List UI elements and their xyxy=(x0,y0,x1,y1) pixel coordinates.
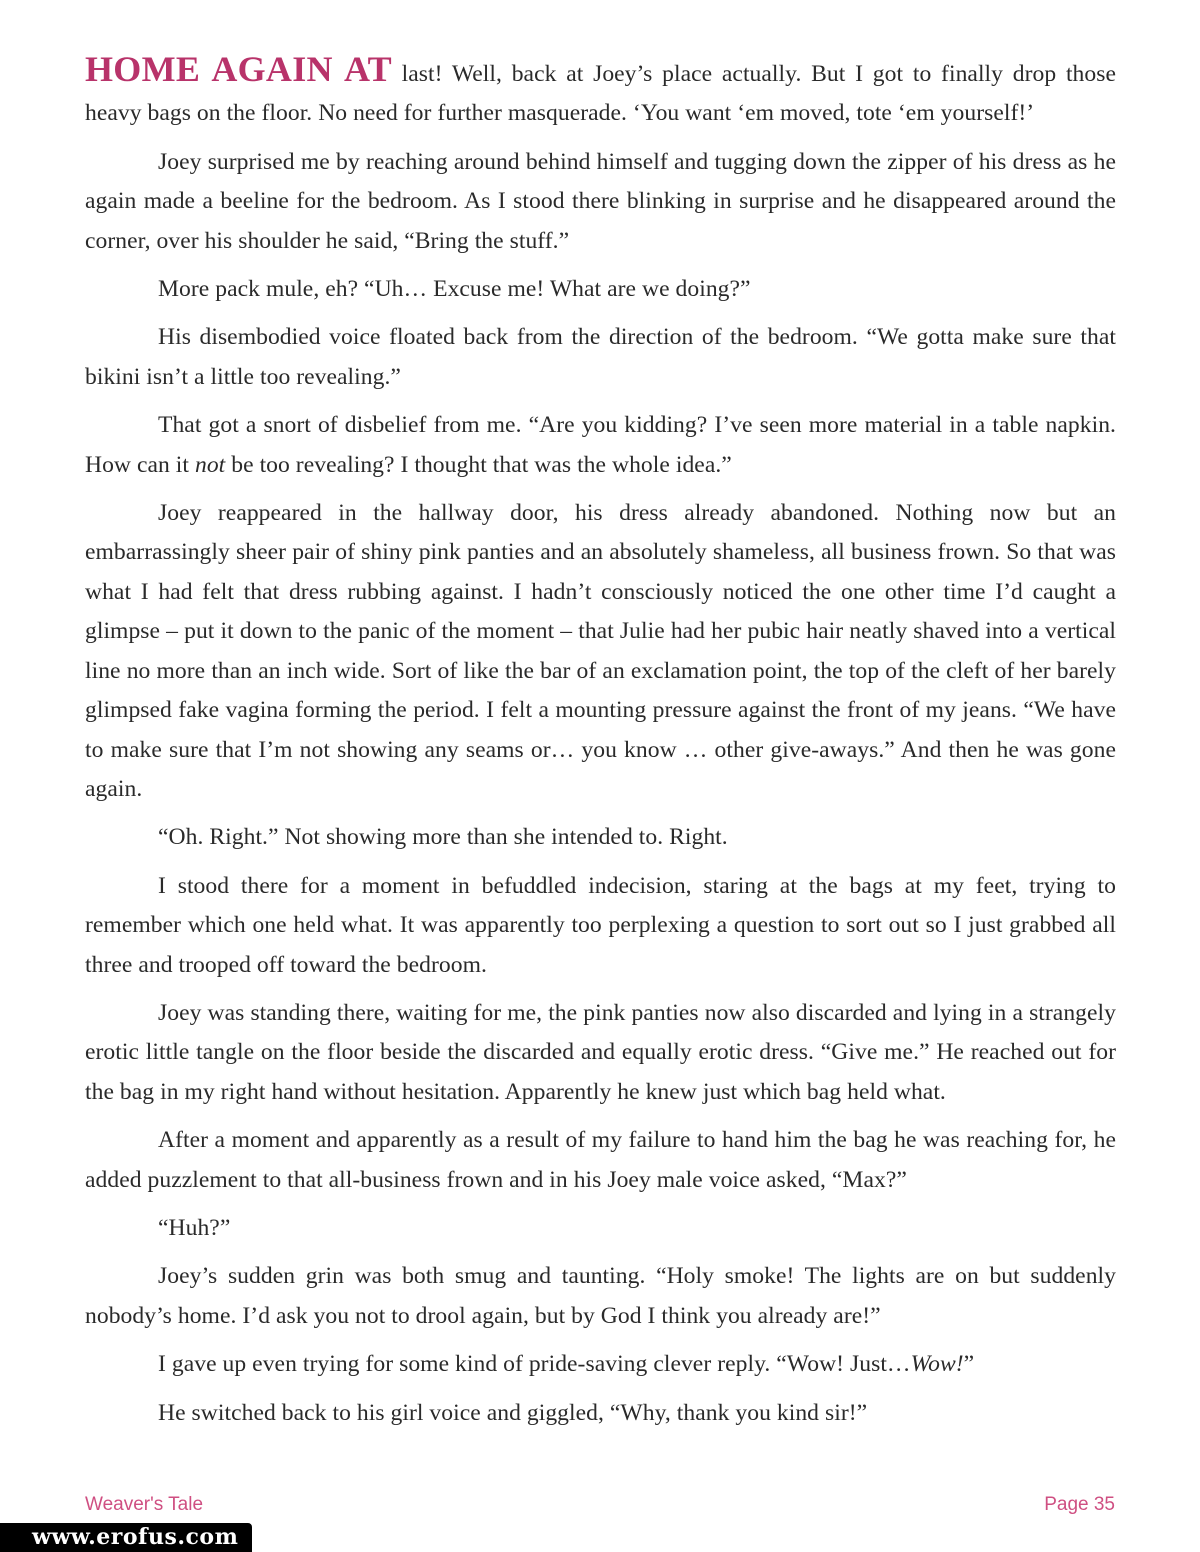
paragraph-3: More pack mule, eh? “Uh… Excuse me! What are we doing?” xyxy=(158,276,751,303)
paragraph-4: His disembodied voice floated back from the direction of the bedroom. “We gotta make sure that bikini isn’t a little too revealing.” xyxy=(85,324,1116,390)
paragraph-11: “Huh?” xyxy=(158,1214,231,1241)
paragraph-text: be too revealing? I thought that was the whole idea.” xyxy=(225,451,732,478)
paragraph-text: That got a snort of disbelief from me. “Are you kidding? I’ve seen more material in a table napkin. How can it xyxy=(85,412,1116,478)
paragraph-9: Joey was standing there, waiting for me, the pink panties now also discarded and lying in a strangely erotic little tangle on the floor beside the discarded and equally erotic dress. “Give me.” He reached out for the bag in my right hand without hesitation. Apparently he knew just which bag held what. xyxy=(85,999,1116,1105)
paragraph-14: He switched back to his girl voice and giggled, “Why, thank you kind sir!” xyxy=(158,1399,868,1426)
chapter-lead-in: HOME AGAIN AT xyxy=(85,49,392,89)
emphasis-text: Wow! xyxy=(910,1351,964,1378)
watermark-url: www.erofus.com xyxy=(0,1523,252,1552)
page-body xyxy=(85,50,1116,1442)
paragraph-12: Joey’s sudden grin was both smug and taunting. “Holy smoke! The lights are on but suddenly nobody’s home. I’d ask you not to drool again, but by God I think you already are!” xyxy=(85,1263,1116,1329)
emphasis-text: not xyxy=(194,451,226,478)
paragraph-text: last! Well, back at Joey’s place actually. But I got to finally drop those heavy bags on the floor. No need for further masquerade. ‘You want ‘em moved, tote ‘em yourself!’ xyxy=(85,61,1117,127)
paragraph-13 xyxy=(85,1345,1116,1384)
paragraph-8: I stood there for a moment in befuddled indecision, staring at the bags at my feet, trying to remember which one held what. It was apparently too perplexing a question to sort out so I just grabbed all three and trooped off toward the bedroom. xyxy=(85,872,1116,978)
footer-book-title: Weaver's Tale xyxy=(85,1494,204,1515)
paragraph-6: Joey reappeared in the hallway door, his dress already abandoned. Nothing now but an embarrassingly sheer pair of shiny pink panties and an absolutely shameless, all business frown. So that was what I had felt that dress rubbing against. I hadn’t consciously noticed the one other time I’d caught a glimpse – put it down to the panic of the moment – that Julie had her pubic hair neatly shaved into a vertical line no more than an inch wide. Sort of like the bar of an exclamation point, the top of the cleft of her barely glimpsed fake vagina forming the period. I felt a mounting pressure against the front of my jeans. “We have to make sure that I’m not showing any seams or… you know … other give-aways.” And then he was gone again. xyxy=(85,500,1116,802)
paragraph-1 xyxy=(85,50,1116,134)
paragraph-text: I gave up even trying for some kind of pride-saving clever reply. “Wow! Just… xyxy=(158,1351,911,1378)
paragraph-7: “Oh. Right.” Not showing more than she intended to. Right. xyxy=(158,824,728,851)
paragraph-5 xyxy=(85,406,1116,485)
footer-page-number: Page 35 xyxy=(1044,1494,1115,1515)
paragraph-10: After a moment and apparently as a result of my failure to hand him the bag he was reaching for, he added puzzlement to that all-business frown and in his Joey male voice asked, “Max?” xyxy=(85,1127,1116,1193)
paragraph-text: ” xyxy=(963,1351,975,1378)
paragraph-2: Joey surprised me by reaching around behind himself and tugging down the zipper of his dress as he again made a beeline for the bedroom. As I stood there blinking in surprise and he disappeared around the corner, over his shoulder he said, “Bring the stuff.” xyxy=(85,148,1116,254)
